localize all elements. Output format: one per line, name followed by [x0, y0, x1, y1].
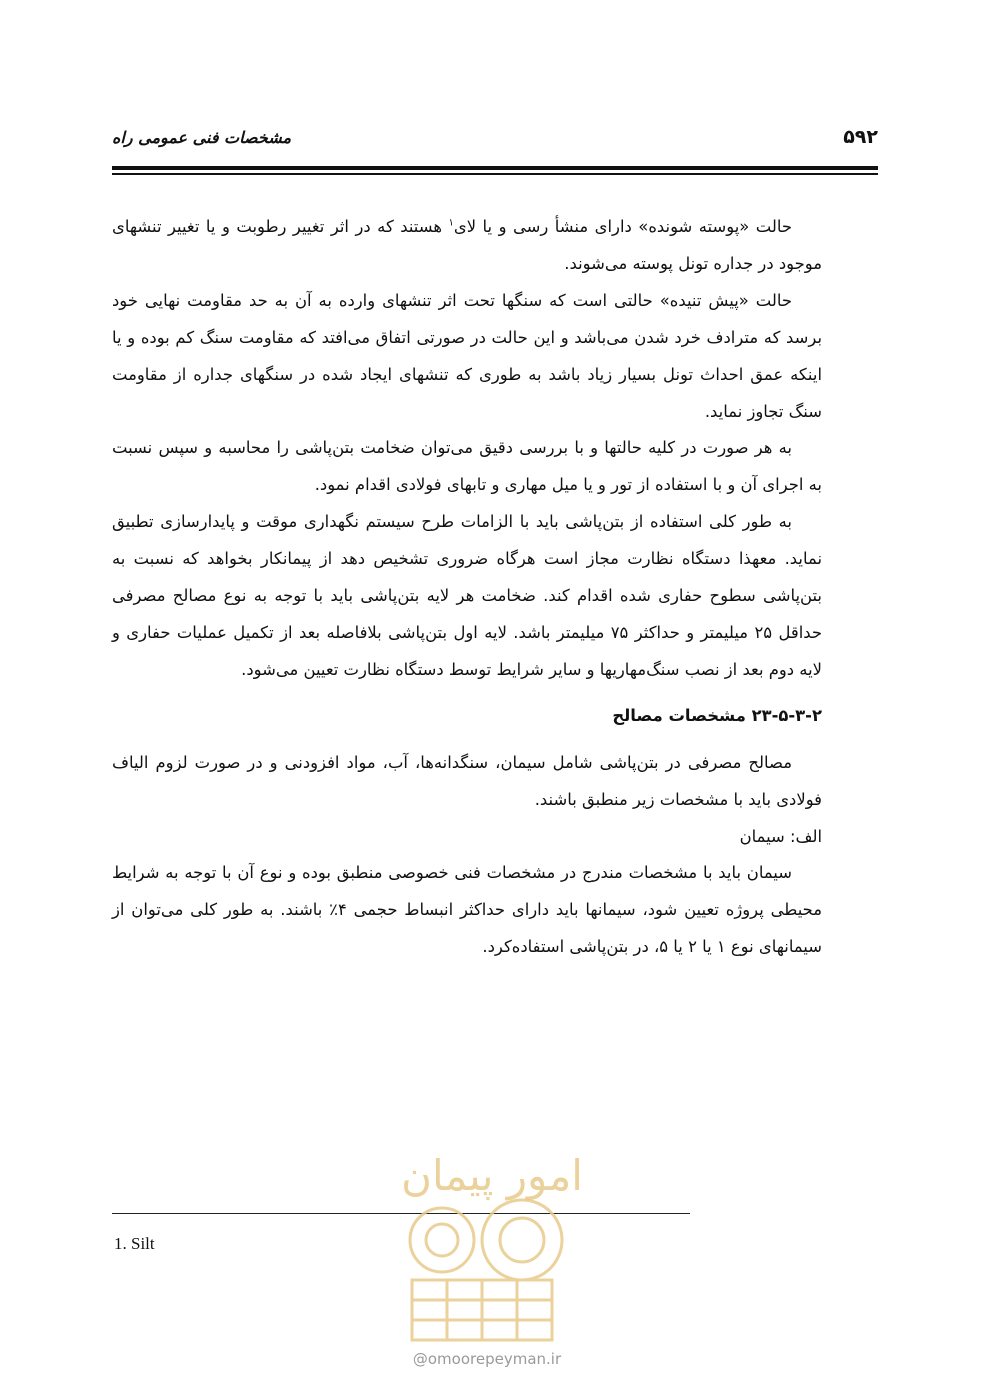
page-number: ۵۹۲ — [843, 126, 878, 148]
paragraph-4: به طور کلی استفاده از بتن‌پاشی باید با الزامات طرح سیستم نگهداری موقت و پایدارسازی تطبیق نماید. معهذا دستگاه نظارت مجاز است هرگاه ضروری تشخیص دهد از پیمانکار بخواهد که نسبت به بتن‌پاشی سطوح حفاری شده اقدام کند. ضخامت هر لایه بتن‌پاشی باید با توجه به نوع مصالح مصرفی حداقل ۲۵ میلیمتر و حداکثر ۷۵ میلیمتر باشد. لایه اول بتن‌پاشی بلافاصله بعد از تکمیل عملیات حفاری و لایه دوم بعد از نصب سنگ‌مهاریها و سایر شرایط توسط دستگاه نظارت تعیین می‌شود. — [112, 512, 823, 679]
paragraph-6: سیمان باید با مشخصات مندرج در مشخصات فنی خصوصی منطبق بوده و نوع آن با توجه به شرایط محیطی پروژه تعیین شود، سیمانها باید دارای حداکثر انبساط حجمی ۴٪ باشند. به طور کلی می‌توان از سیمانهای نوع ۱ یا ۲ یا ۵، در بتن‌پاشی استفاده‌کرد. — [112, 863, 823, 957]
header-rule-thin — [112, 173, 878, 175]
running-title: مشخصات فنی عمومی راه — [112, 128, 292, 147]
section-heading: ۲۳-۵-۳-۲ مشخصات مصالح — [612, 705, 822, 725]
body-text — [112, 209, 822, 966]
paragraph-3: به هر صورت در کلیه حالتها و با بررسی دقیق می‌توان ضخامت بتن‌پاشی را محاسبه و سپس نسبت به اجرای آن و با استفاده از تور و یا میل مهاری و تابهای فولادی اقدام نمود. — [112, 438, 822, 495]
footnote-marker: ۱ — [448, 217, 454, 229]
watermark — [372, 1120, 602, 1380]
header-rule-thick — [112, 166, 878, 170]
watermark-logo-text: امور پیمان — [401, 1151, 583, 1200]
sub-heading: الف: سیمان — [739, 826, 822, 846]
watermark-url: @omoorepeyman.ir — [412, 1350, 562, 1368]
footnote: 1. Silt — [114, 1234, 155, 1253]
paragraph-1: حالت «پوسته شونده» دارای منشأ رسی و یا لای$^۱$ هستند که در اثر تغییر رطوبت و یا تغییر تنشهای موجود در جداره تونل پوسته می‌شوند. — [112, 217, 822, 273]
watermark-logo-icon — [372, 1120, 602, 1350]
paragraph-5: مصالح مصرفی در بتن‌پاشی شامل سیمان، سنگدانه‌ها، آب، مواد افزودنی و در صورت لزوم الیاف فولادی باید با مشخصات زیر منطبق باشند. — [112, 752, 822, 809]
page-header — [112, 126, 878, 156]
paragraph-2: حالت «پیش تنیده» حالتی است که سنگها تحت اثر تنشهای وارده به آن به حد مقاومت نهایی خود برسد که مترادف خرد شدن می‌باشد و این حالت در صورتی اتفاق می‌افتد که مقاومت سنگ کم بوده و یا اینکه عمق احداث تونل بسیار زیاد باشد به طوری که تنشهای ایجاد شده در سنگهای جداره از مقاومت سنگ تجاوز نماید. — [112, 290, 822, 421]
